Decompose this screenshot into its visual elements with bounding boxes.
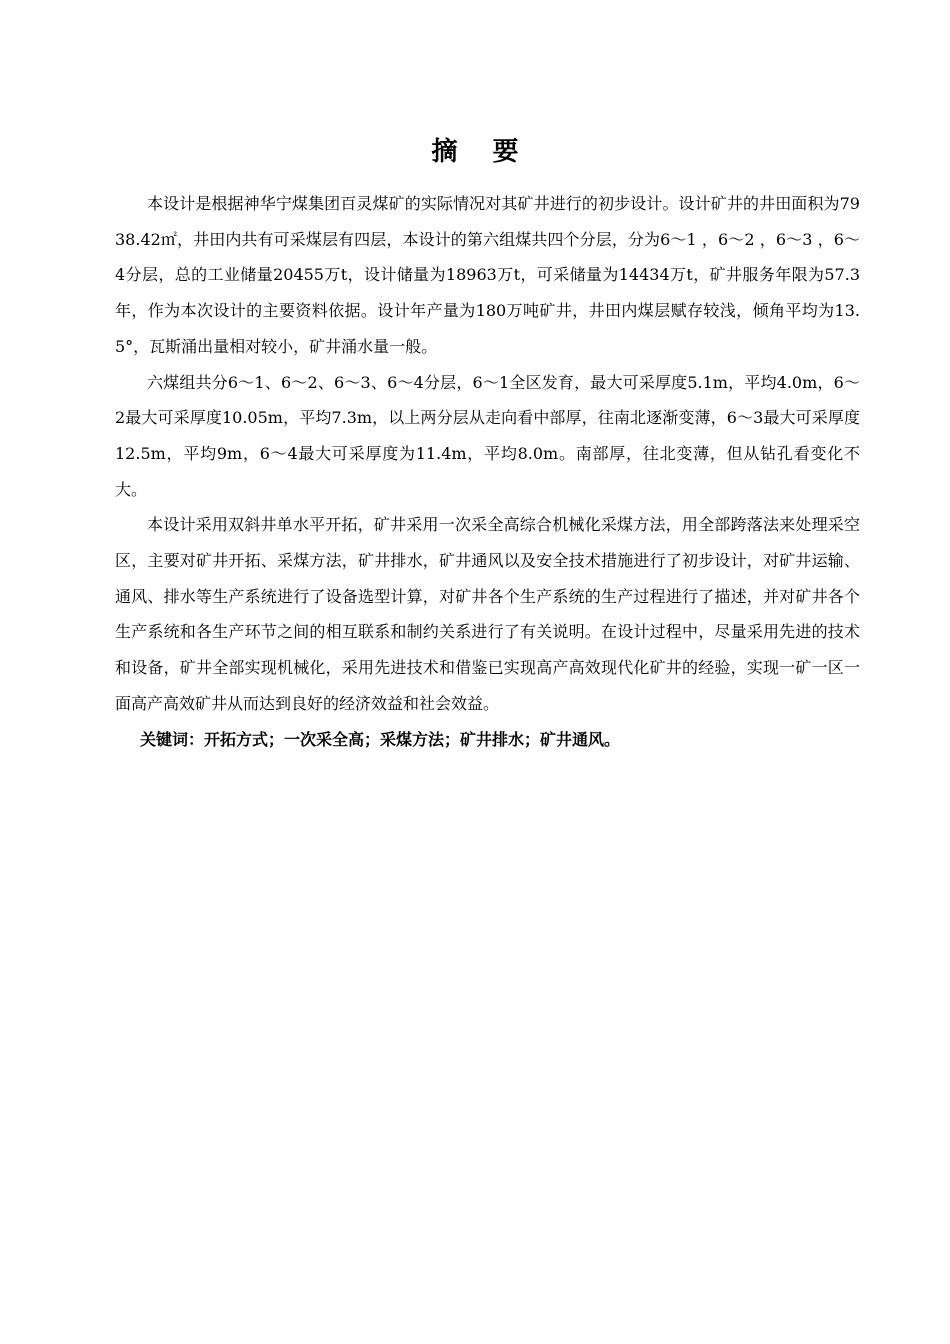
keywords-text: 开拓方式；一次采全高；采煤方法；矿井排水；矿井通风。 bbox=[204, 729, 621, 749]
keywords-line bbox=[115, 722, 860, 758]
abstract-paragraph-2: 六煤组共分6～1、6～2、6～3、6～4分层，6～1全区发育，最大可采厚度5.1m，平均4.0m，6～2最大可采厚度10.05m，平均7.3m，以上两分层从走向看中部厚，往南北逐渐变薄，6～3最大可采厚度12.5m，平均9m，6～4最大可采厚度为11.4m，平均8.0m。南部厚，往北变薄，但从钻孔看变化不大。 bbox=[115, 372, 860, 499]
abstract-paragraph-3: 本设计采用双斜井单水平开拓，矿井采用一次采全高综合机械化采煤方法，用全部跨落法来处理采空区，主要对矿井开拓、采煤方法，矿井排水，矿井通风以及安全技术措施进行了初步设计，对矿井运输、通风、排水等生产系统进行了设备选型计算，对矿井各个生产系统的生产过程进行了描述，并对矿井各个生产系统和各生产环节之间的相互联系和制约关系进行了有关说明。在设计过程中，尽量采用先进的技术和设备，矿井全部实现机械化，采用先进技术和借鉴已实现高产高效现代化矿井的经验，实现一矿一区一面高产高效矿井从而达到良好的经济效益和社会效益。 bbox=[115, 515, 860, 713]
page-title: 摘 要 bbox=[431, 137, 532, 167]
keywords-label: 关键词： bbox=[140, 729, 205, 749]
abstract-body bbox=[115, 186, 860, 757]
abstract-paragraph-1: 本设计是根据神华宁煤集团百灵煤矿的实际情况对其矿井进行的初步设计。设计矿井的井田面积为7938.42㎡，井田内共有可采煤层有四层，本设计的第六组煤共四个分层，分为6～1 ，6～2 ，6～3 ，6～4分层，总的工业储量20455万t，设计储量为18963万t，可采储量为14434万t，矿井服务年限为57.3年，作为本次设计的主要资料依据。设计年产量为180万吨矿井，井田内煤层赋存较浅，倾角平均为13.5°，瓦斯涌出量相对较小，矿井涌水量一般。 bbox=[115, 194, 860, 356]
